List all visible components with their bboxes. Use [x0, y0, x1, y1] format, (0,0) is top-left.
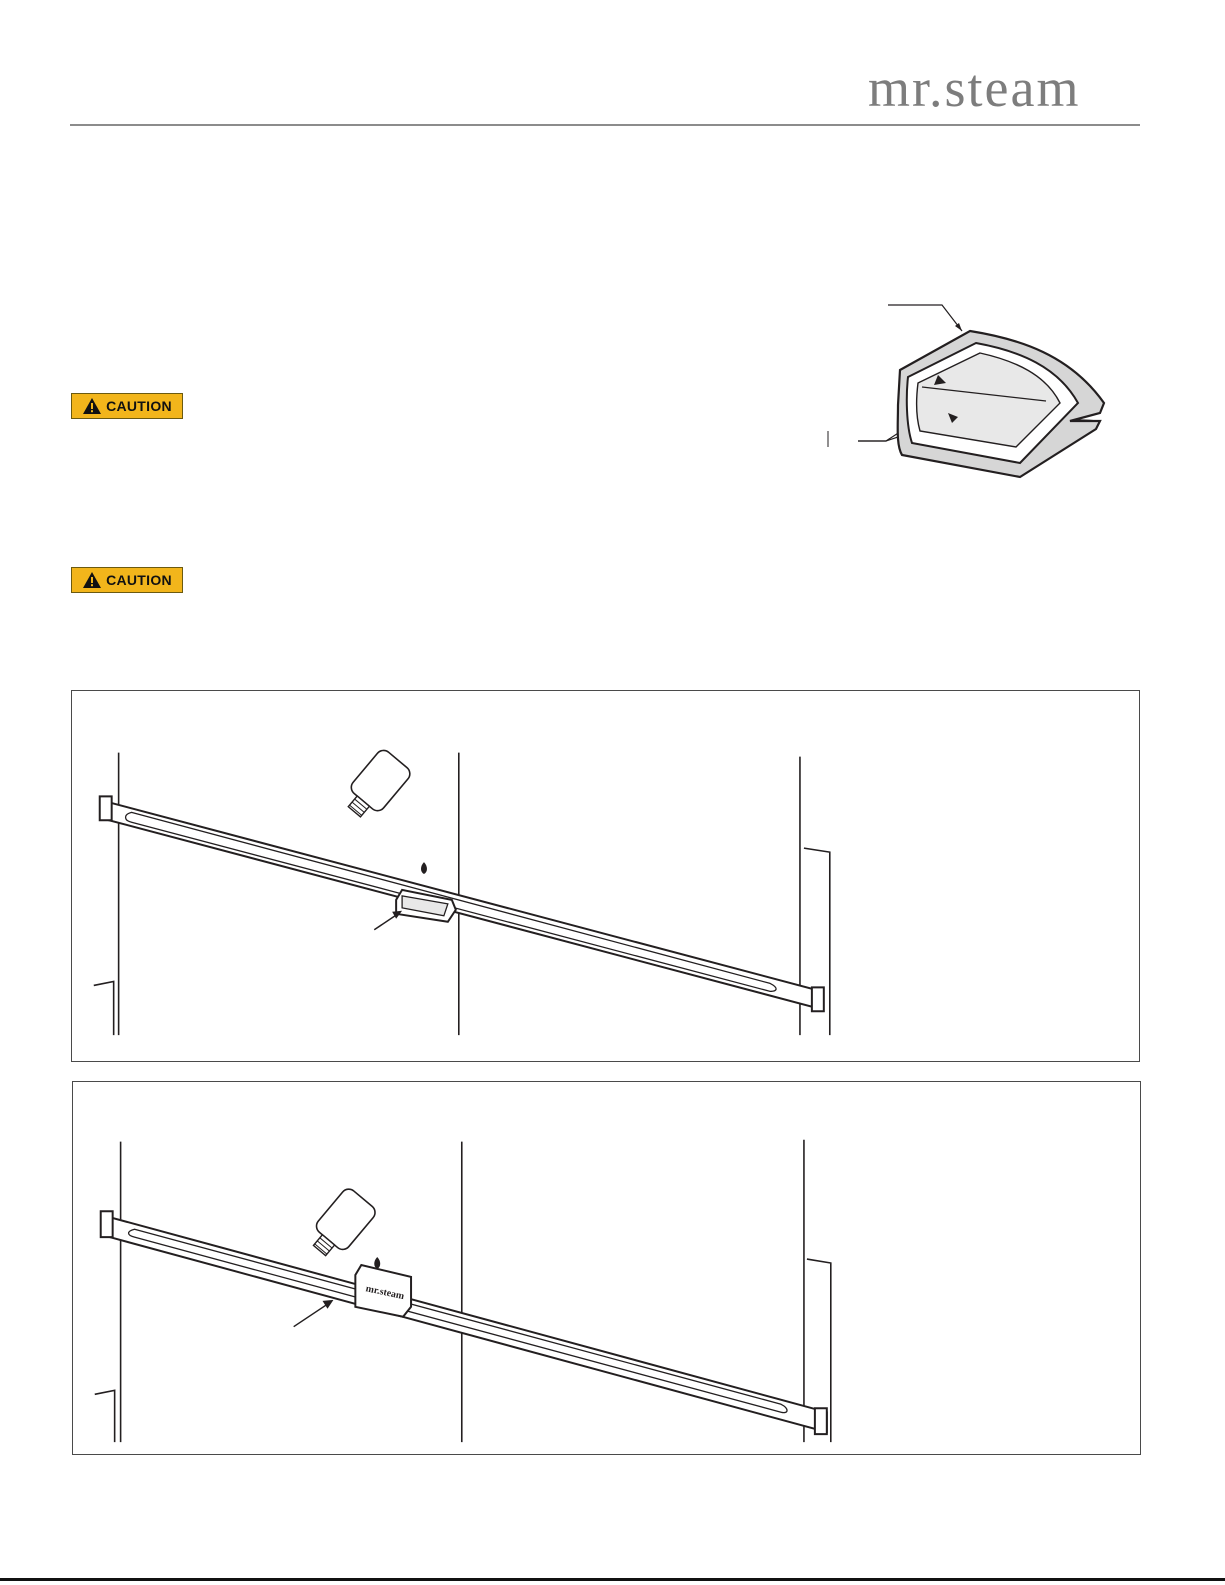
header-divider	[70, 124, 1140, 126]
brand-logo: mr.steam	[868, 58, 1081, 118]
warning-triangle-icon	[82, 571, 102, 589]
clip-illustration	[820, 295, 1140, 495]
clip-cap-label: mr.steam	[364, 1283, 406, 1303]
caution-badge-1	[71, 393, 183, 419]
footer-divider	[0, 1578, 1225, 1581]
clip-cap	[355, 1265, 411, 1317]
bottle-icon	[304, 1186, 378, 1263]
bottle-icon	[339, 747, 413, 824]
caution-badge-2	[71, 567, 183, 593]
warning-triangle-icon	[82, 397, 102, 415]
figure-frame-bottom	[72, 1081, 1141, 1455]
figure-frame-top	[71, 690, 1140, 1062]
caution-label: CAUTION	[106, 572, 172, 588]
caution-label: CAUTION	[106, 398, 172, 414]
